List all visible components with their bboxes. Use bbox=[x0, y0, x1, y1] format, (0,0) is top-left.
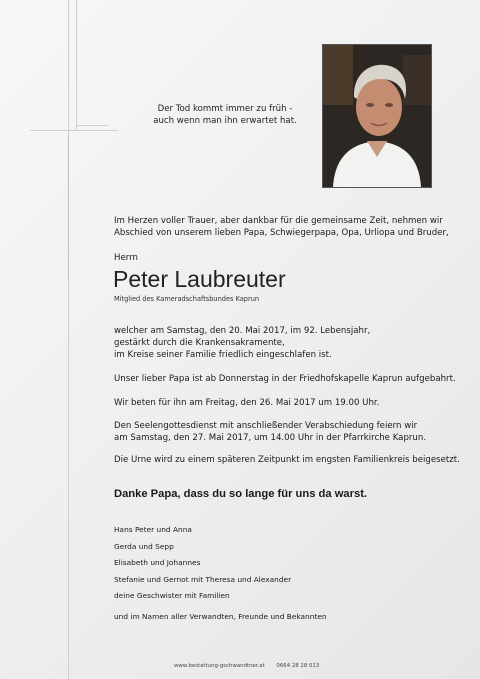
deceased-name: Peter Laubreuter bbox=[113, 266, 286, 292]
footer-phone: 0664 28 28 013 bbox=[276, 663, 320, 669]
quote: Der Tod kommt immer zu früh - auch wenn man ihn erwartet hat. bbox=[153, 104, 297, 126]
cross-line bbox=[76, 0, 77, 130]
mourner: Elisabeth und Johannes bbox=[114, 558, 201, 567]
mourner: Stefanie und Gernot mit Theresa und Alexander bbox=[114, 574, 292, 584]
prayer-notice: Wir beten für ihn am Freitag, den 26. Mai 2017 um 19.00 Uhr. bbox=[114, 398, 380, 408]
closing-line: und im Namen aller Verwandten, Freunde und Bekannten bbox=[114, 611, 327, 621]
portrait-photo bbox=[322, 44, 432, 188]
membership-note: Mitglied des Kameradschaftsbundes Kaprun bbox=[114, 295, 260, 303]
mourner: deine Geschwister mit Familien bbox=[114, 591, 230, 600]
cross-line bbox=[68, 0, 69, 679]
cross-line bbox=[76, 125, 108, 126]
cross-line bbox=[30, 130, 118, 131]
mourner: Hans Peter und Anna bbox=[114, 525, 192, 534]
thanks-line: Danke Papa, dass du so lange für uns da warst. bbox=[114, 488, 368, 500]
cross-line bbox=[68, 135, 69, 281]
mourner: Gerda und Sepp bbox=[114, 541, 174, 551]
urn-notice: Die Urne wird zu einem späteren Zeitpunkt im engsten Familienkreis beigesetzt. bbox=[114, 455, 460, 465]
mourners-list bbox=[114, 525, 454, 628]
footer-website[interactable]: www.bestattung-gschwandtner.at bbox=[174, 663, 265, 669]
salutation: Herrn bbox=[114, 253, 138, 263]
viewing-notice: Unser lieber Papa ist ab Donnerstag in der Friedhofskapelle Kaprun aufgebahrt. bbox=[114, 374, 456, 384]
death-notice: welcher am Samstag, den 20. Mai 2017, im 92. Lebensjahr, gestärkt durch die Krankensakramente, im Kreise seiner Familie friedlich eingeschlafen ist. bbox=[114, 326, 371, 360]
mass-notice: Den Seelengottesdienst mit anschließender Verabschiedung feiern wir am Samstag, den 27. Mai 2017, um 14.00 Uhr in der Pfarrkirche Kaprun. bbox=[114, 421, 427, 443]
footer bbox=[174, 663, 319, 669]
intro-text: Im Herzen voller Trauer, aber dankbar für die gemeinsame Zeit, nehmen wir Abschied von unserem lieben Papa, Schwiegerpapa, Opa, Urliopa und Bruder, bbox=[114, 216, 449, 238]
